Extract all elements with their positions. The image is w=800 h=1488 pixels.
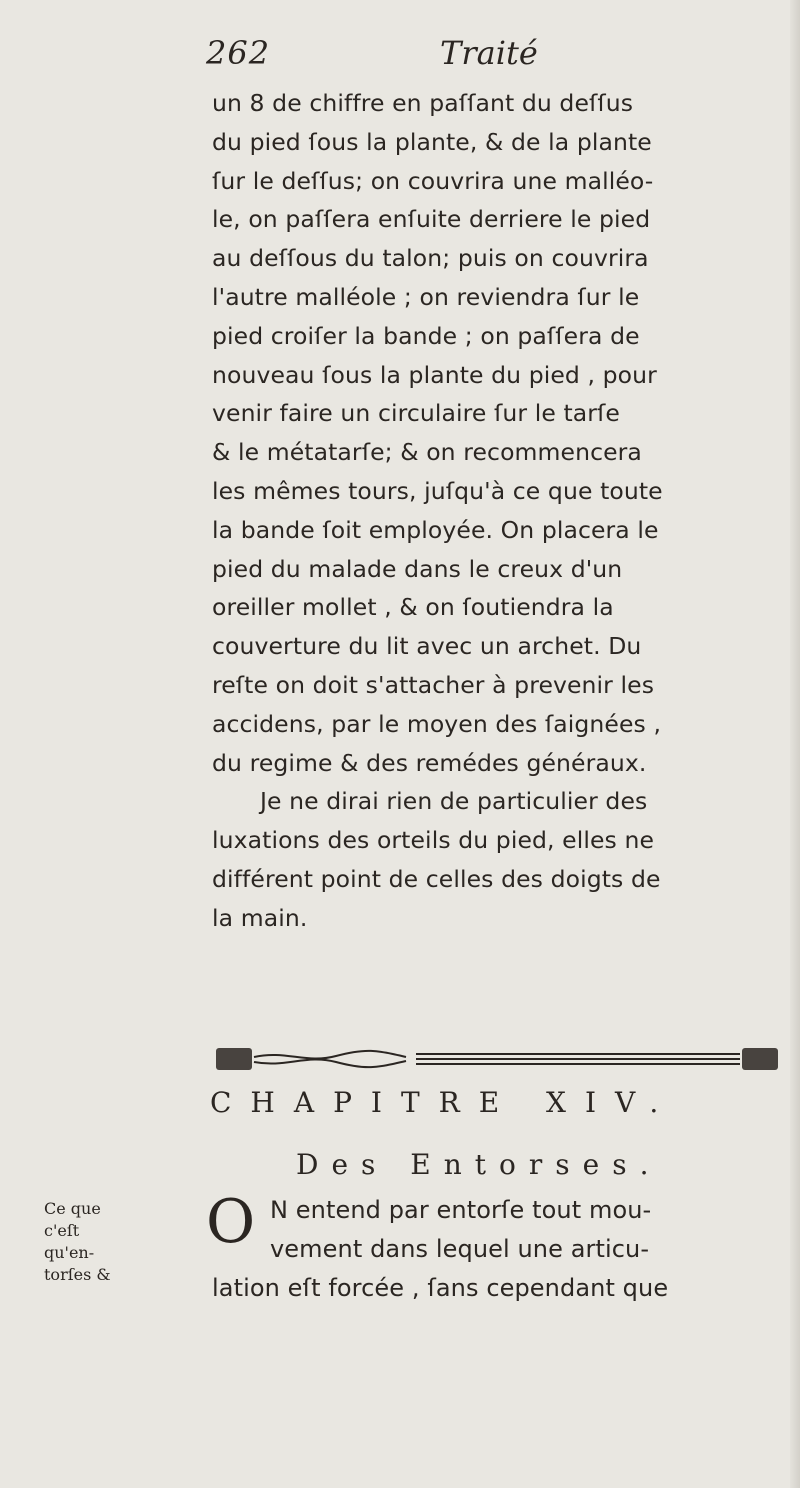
text-line: du regime & des remédes généraux. [212, 748, 647, 777]
text-line: venir faire un circulaire ſur le tarſe [212, 399, 620, 428]
text-line: oreiller mollet , & on ſoutiendra la [212, 593, 614, 622]
text-line: Je ne dirai rien de particulier des [260, 787, 648, 816]
margin-note-line: c'eſt [44, 1221, 80, 1240]
text-line: différent point de celles des doigts de [212, 864, 661, 893]
text-line: ſur le deſſus; on couvrira une malléo- [212, 166, 654, 195]
text-line: du pied ſous la plante, & de la plante [212, 127, 652, 156]
margin-note [44, 1198, 194, 1286]
text-line: vement dans lequel une articu- [270, 1234, 650, 1263]
entorse-paragraph [212, 1191, 777, 1307]
text-line: lation eſt forcée , ſans cependant que [212, 1273, 669, 1302]
text-line: un 8 de chiffre en paſſant du deſſus [212, 89, 634, 117]
text-line: pied du malade dans le creux d'un [212, 554, 623, 583]
text-line: les mêmes tours, juſqu'à ce que toute [212, 476, 663, 505]
text-line: la bande ſoit employée. On placera le [212, 515, 659, 544]
main-text [212, 84, 777, 938]
text-line: au deſſous du talon; puis on couvrira [212, 244, 649, 273]
text-line: nouveau ſous la plante du pied , pour [212, 360, 657, 389]
text-line: l'autre malléole ; on reviendra ſur le [212, 282, 640, 311]
margin-note-line: Ce que [44, 1199, 101, 1218]
page-edge [790, 0, 800, 1488]
drop-cap: O [206, 1187, 256, 1257]
margin-note-line: qu'en- [44, 1243, 95, 1262]
running-title: Traité [440, 34, 538, 72]
text-line: N entend par entorſe tout mou- [270, 1196, 652, 1224]
ornament-divider [216, 1044, 778, 1074]
text-line: pied croiſer la bande ; on paſſera de [212, 321, 640, 350]
text-line: la main. [212, 903, 308, 932]
section-title: Des Entorses. [296, 1148, 662, 1181]
text-line: couverture du lit avec un archet. Du [212, 632, 642, 661]
text-line: accidens, par le moyen des ſaignées , [212, 709, 662, 738]
text-line: le, on paſſera enſuite derriere le pied [212, 205, 651, 234]
chapter-title: CHAPITRE XIV. [210, 1086, 678, 1119]
page-number: 262 [206, 34, 271, 72]
text-line: luxations des orteils du pied, elles ne [212, 826, 655, 855]
margin-note-line: torſes & [44, 1265, 111, 1284]
text-line: & le métatarſe; & on recommencera [212, 438, 642, 467]
page-header [206, 34, 766, 84]
text-line: reſte on doit s'attacher à prevenir les [212, 670, 655, 699]
